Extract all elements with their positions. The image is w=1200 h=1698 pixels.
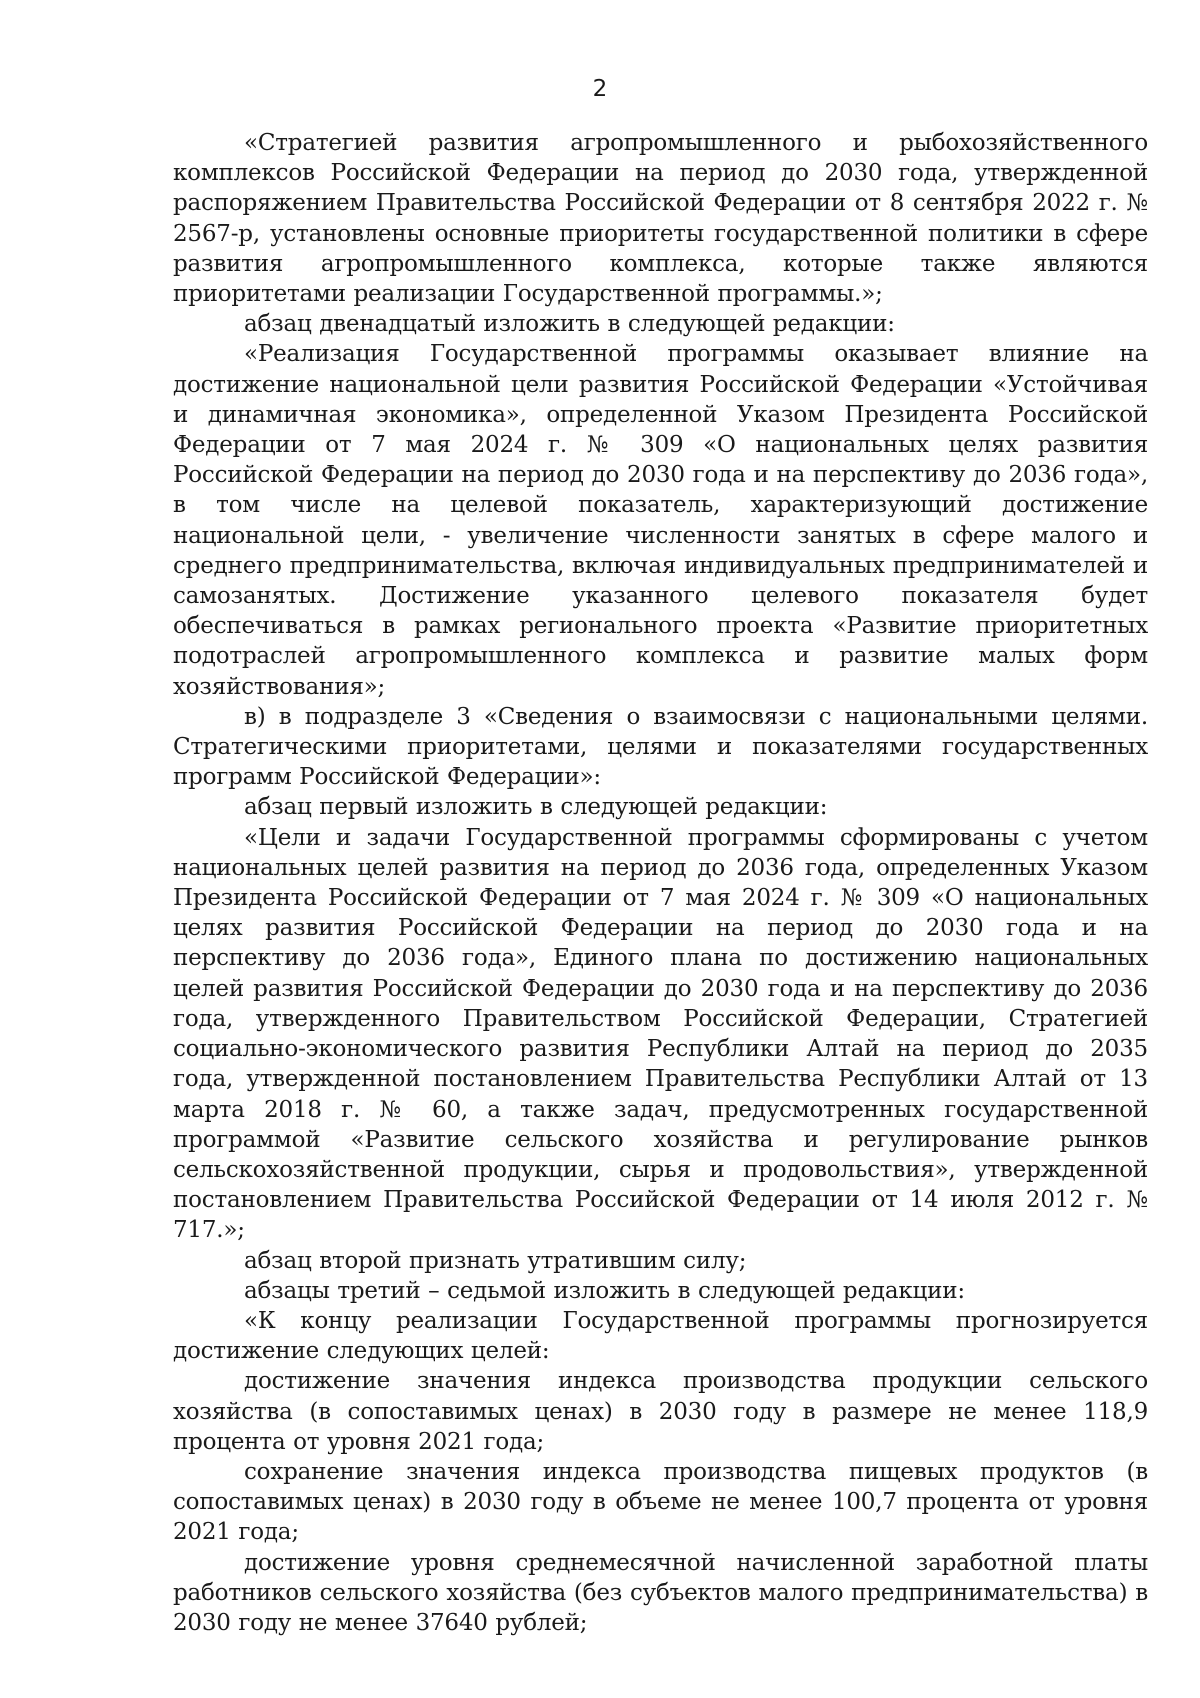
paragraph-subsection-3: в) в подразделе 3 «Сведения о взаимосвязи с национальными целями. Стратегическими приоритетами, целями и показателями государственных программ Российской Федерации»: (173, 703, 1148, 791)
paragraph-twelfth-instruction: абзац двенадцатый изложить в следующей редакции: (244, 311, 895, 338)
document-body (173, 128, 1148, 1638)
paragraph-food-index: сохранение значения индекса производства пищевых продуктов (в сопоставимых ценах) в 2030 году в объеме не менее 100,7 процента от уровня 2021 года; (173, 1458, 1148, 1546)
paragraph-national-goal-quote: «Реализация Государственной программы оказывает влияние на достижение национальной цели развития Российской Федерации «Устойчивая и динамичная экономика», определенной Указом Президента Российской Федерации от 7 мая 2024 г. № 309 «О национальных целях развития Российской Федерации на период до 2030 года и на перспективу до 2036 года», в том числе на целевой показатель, характеризующий достижение национальной цели, - увеличение численности занятых в сфере малого и среднего предпринимательства, включая индивидуальных предпринимателей и самозанятых. Достижение указанного целевого показателя будет обеспечиваться в рамках регионального проекта «Развитие приоритетных подотраслей агропромышленного комплекса и развитие малых форм хозяйствования»; (173, 341, 1148, 700)
paragraph-second-void: абзац второй признать утратившим силу; (244, 1247, 747, 1274)
paragraph-agri-index: достижение значения индекса производства продукции сельского хозяйства (в сопоставимых ценах) в 2030 году в размере не менее 118,9 процента от уровня 2021 года; (173, 1368, 1148, 1455)
paragraph-strategy-quote: «Стратегией развития агропромышленного и рыбохозяйственного комплексов Российской Федерации на период до 2030 года, утвержденной распоряжением Правительства Российской Федерации от 8 сентября 2022 г. № 2567-р, установлены основные приоритеты государственной политики в сфере развития агропромышленного комплекса, которые также являются приоритетами реализации Государственной программы.»; (173, 130, 1148, 308)
paragraph-forecast-intro: «К концу реализации Государственной программы прогнозируется достижение следующих целей: (173, 1307, 1148, 1365)
paragraph-first-instruction: абзац первый изложить в следующей редакции: (244, 794, 828, 821)
paragraph-third-seventh-instruction: абзацы третий – седьмой изложить в следующей редакции: (244, 1277, 965, 1304)
paragraph-salary: достижение уровня среднемесячной начисленной заработной платы работников сельского хозяйства (без субъектов малого предпринимательства) в 2030 году не менее 37640 рублей; (173, 1549, 1148, 1636)
page-number: 2 (592, 76, 608, 102)
paragraph-goals-quote: «Цели и задачи Государственной программы сформированы с учетом национальных целей развития на период до 2036 года, определенных Указом Президента Российской Федерации от 7 мая 2024 г. № 309 «О национальных целях развития Российской Федерации на период до 2030 года и на перспективу до 2036 года», Единого плана по достижению национальных целей развития Российской Федерации до 2030 года и на перспективу до 2036 года, утвержденного Правительством Российской Федерации, Стратегией социально-экономического развития Республики Алтай на период до 2035 года, утвержденной постановлением Правительства Республики Алтай от 13 марта 2018 г. № 60, а также задач, предусмотренных государственной программой «Развитие сельского хозяйства и регулирование рынков сельскохозяйственной продукции, сырья и продовольствия», утвержденной постановлением Правительства Российской Федерации от 14 июля 2012 г. № 717.»; (173, 824, 1148, 1244)
